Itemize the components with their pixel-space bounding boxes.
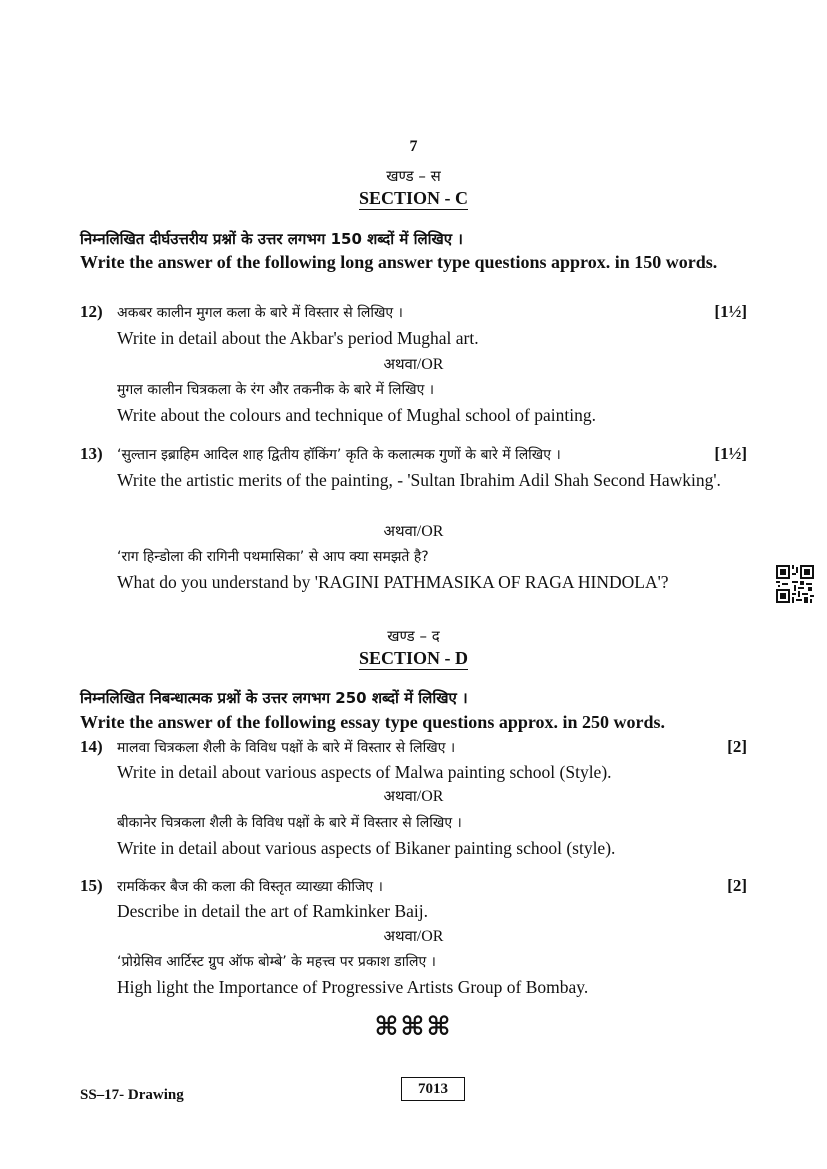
q14-alt-hindi: बीकानेर चित्रकला शैली के विविध पक्षों के बारे में विस्तार से लिखिए ।	[117, 815, 462, 831]
q12-or	[0, 354, 827, 374]
q14-hindi-text: मालवा चित्रकला शैली के विविध पक्षों के बारे में विस्तार से लिखिए ।	[117, 740, 456, 756]
q14-hindi	[80, 737, 748, 757]
section-d-title-text: SECTION - D	[358, 648, 469, 668]
q12-marks: [1½]	[714, 302, 747, 321]
q15-or	[0, 926, 827, 946]
section-c-instruction-hindi: निम्नलिखित दीर्घउत्तरीय प्रश्नों के उत्तर लगभग 150 शब्दों में लिखिए ।	[80, 230, 463, 248]
q12-or-hindi: अथवा	[383, 355, 417, 373]
q14-or-english: /OR	[416, 788, 444, 805]
q15-or-english: /OR	[416, 928, 444, 945]
q12-english: Write in detail about the Akbar's period Mughal art.	[117, 328, 479, 348]
q13-alt-english: What do you understand by 'RAGINI PATHMASIKA OF RAGA HINDOLA'?	[117, 572, 669, 592]
q12-hindi-text: अकबर कालीन मुगल कला के बारे में विस्तार से लिखिए ।	[117, 305, 403, 321]
q14-or	[0, 786, 827, 806]
q12-number: 12)	[80, 302, 103, 321]
footer-paper-code: 7013	[401, 1077, 465, 1101]
end-ornament: ⌘⌘⌘	[374, 1012, 453, 1042]
section-d-instruction-english: Write the answer of the following essay type questions approx. in 250 words.	[80, 712, 666, 732]
q15-hindi-text: रामकिंकर बैज की कला की विस्तृत व्याख्या कीजिए ।	[117, 879, 383, 895]
q15-alt-hindi: ‘प्रोग्रेसिव आर्टिस्ट ग्रुप ऑफ बोम्बे’ के महत्त्व पर प्रकाश डालिए ।	[117, 954, 436, 970]
q15-marks: [2]	[727, 876, 747, 895]
q14-alt-english: Write in detail about various aspects of Bikaner painting school (style).	[117, 838, 616, 858]
section-c-hindi-title: खण्ड – स	[386, 167, 441, 185]
q15-number: 15)	[80, 876, 103, 895]
q13-number: 13)	[80, 444, 103, 463]
q13-alt-hindi: ‘राग हिन्डोला की रागिनी पथमासिका’ से आप क्या समझते है?	[117, 549, 429, 565]
page-number: 7	[409, 138, 418, 155]
q12-or-english: /OR	[416, 356, 444, 373]
q13-marks: [1½]	[714, 444, 747, 463]
q13-english: Write the artistic merits of the painting, - 'Sultan Ibrahim Adil Shah Second Hawking'.	[117, 470, 721, 490]
q13-hindi	[80, 444, 748, 464]
q15-english: Describe in detail the art of Ramkinker Baij.	[117, 901, 429, 921]
q13-or-hindi: अथवा	[383, 522, 417, 540]
section-d-hindi-title: खण्ड – द	[387, 627, 440, 645]
section-c-instruction-english: Write the answer of the following long answer type questions approx. in 150 words.	[80, 252, 718, 272]
section-d-instruction-hindi: निम्नलिखित निबन्धात्मक प्रश्नों के उत्तर लगभग 250 शब्दों में लिखिए ।	[80, 689, 468, 707]
q14-number: 14)	[80, 737, 103, 756]
section-c-title-text: SECTION - C	[358, 188, 469, 208]
q13-or-english: /OR	[416, 523, 444, 540]
qr-code-icon	[776, 565, 814, 603]
q14-marks: [2]	[727, 737, 747, 756]
q13-or	[0, 521, 827, 541]
q12-hindi	[80, 302, 748, 322]
q15-hindi	[80, 876, 748, 896]
q13-hindi-text: ‘सुल्तान इब्राहिम आदिल शाह द्वितीय हॉकिंग’ कृति के कलात्मक गुणों के बारे में लिखिए ।	[117, 447, 561, 463]
section-d-title	[0, 648, 827, 669]
q14-or-hindi: अथवा	[383, 787, 417, 805]
q14-english: Write in detail about various aspects of Malwa painting school (Style).	[117, 762, 612, 782]
q12-alt-english: Write about the colours and technique of Mughal school of painting.	[117, 405, 596, 425]
q12-alt-hindi: मुगल कालीन चित्रकला के रंग और तकनीक के बारे में लिखिए ।	[117, 382, 435, 398]
q15-alt-english: High light the Importance of Progressive Artists Group of Bombay.	[117, 977, 589, 997]
q15-or-hindi: अथवा	[383, 927, 417, 945]
section-c-title	[0, 188, 827, 209]
footer-paper-label: SS–17- Drawing	[80, 1087, 184, 1103]
